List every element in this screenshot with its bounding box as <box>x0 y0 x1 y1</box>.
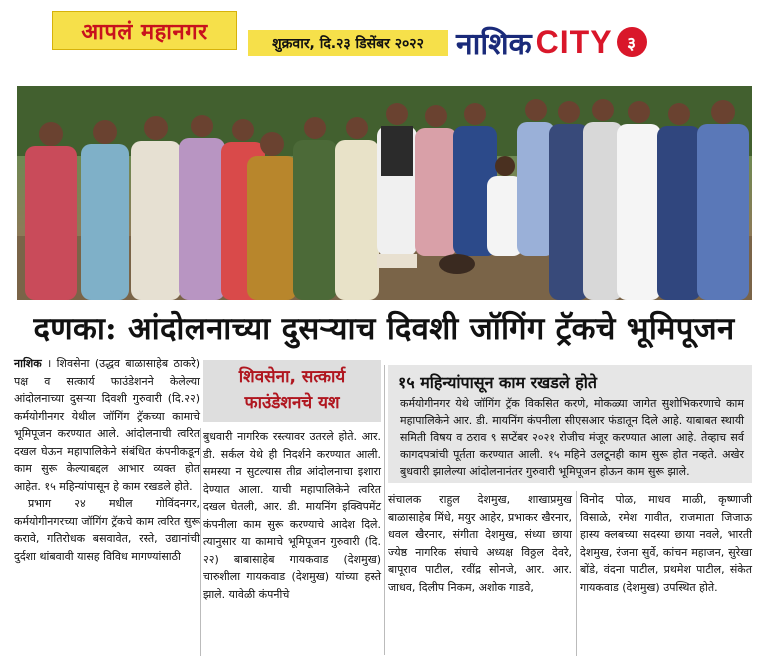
newspaper-logo: आपलं महानगर <box>52 11 237 50</box>
box-heading: १५ महिन्यांपासून काम रखडले होते <box>398 373 598 392</box>
highlight-box <box>388 365 752 483</box>
article-column-1 <box>14 355 200 655</box>
page-number-badge: ३ <box>617 27 647 57</box>
column-divider <box>576 491 577 656</box>
group-photo-illustration <box>17 86 752 300</box>
dateline-place: नाशिक <box>14 357 42 370</box>
soil-mound <box>439 254 475 274</box>
news-photo <box>17 86 752 300</box>
article-column-4: विनोद पोळ, माधव माळी, कृष्णाजी विसाळे, रमेश गावीत, राजमाता जिजाऊ हास्य क्लबच्या सदस्या छाया नवले, भारती देशमुख, रंजना सुर्वे, कांचन महाजन, सुरेखा बोंडे, वंदना पाटील, प्रथमेश पाटील, संकेत गायकवाड (देशमुख) उपस्थित होते. <box>580 493 752 594</box>
col1-paragraph-2: प्रभाग २४ मधील गोविंदनगर, कर्मयोगीनगरच्या जॉगिंग ट्रॅकचे काम त्वरित सुरू करावे, गतिरोधक बसवावेत, रस्ते, उद्यानांची दुर्दशा थांबवावी यासह विविध मागण्यांसाठी <box>14 497 200 563</box>
column-divider <box>200 428 201 656</box>
section-label: CITY <box>535 23 613 60</box>
col1-paragraph-1: । शिवसेना (उद्धव बाळासाहेब ठाकरे) पक्ष व सत्कार्य फाउंडेशनने केलेल्या आंदोलनाच्या दुसऱ्या दिवशी गुरुवारी (दि.२२) कर्मयोगीनगर येथील जॉगिंग ट्रॅकच्या कामाचे भूमिपूजन करण्यात आले. आंदोलनाची त्वरित दखल घेऊन महापालिकेने संबंधित कंपनीकडून काम सुरू केल्याबद्दल आभार व्यक्त होत आहेत. १५ महिन्यांपासून हे काम रखडले होते. <box>14 357 200 493</box>
headline: दणका: आंदोलनाच्या दुसऱ्याच दिवशी जॉगिंग ट्रॅकचे भूमिपूजन <box>33 311 735 347</box>
article-column-2: बुधवारी नागरिक रस्त्यावर उतरले होते. आर. डी. सर्कल येथे ही निदर्शने करण्यात आली. समस्या न सुटल्यास तीव्र आंदोलनाचा इशारा देण्यात आला. याची महापालिकेने त्वरित दखल घेतली, आर. डी. मायनिंग इक्विपमेंट कंपनीला काम सुरू करण्याचे आदेश दिले. त्यानुसार या कामाचे भूमिपूजन गुरुवारी (दि. २२) बाबासाहेब गायकवाड (देशमुख) चारुशीला गायकवाड (देशमुख) यांच्या हस्ते झाले. यावेळी कंपनीचे <box>203 430 381 601</box>
puja-tray <box>377 254 417 268</box>
dateline: शुक्रवार, दि.२३ डिसेंबर २०२२ <box>248 30 448 56</box>
section-city-name: नाशिक <box>456 26 532 62</box>
subheading: शिवसेना, सत्कार्य फाउंडेशनचे यश <box>203 360 381 422</box>
article-column-3: संचालक राहुल देशमुख, शाखाप्रमुख बाळासाहेब मिंधे, मयुर आहेर, प्रभाकर खैरनार, धवल खैरनार, संगीता देशमुख, संध्या छाया ज्येष्ठ नागरिक संघाचे अध्यक्ष विठ्ठल देवरे, बापूराव पाटील, रवींद्र सोनजे, आर. आर. जाधव, दिलीप निकम, अशोक गाडवे, <box>388 493 572 594</box>
column-divider <box>384 365 385 655</box>
box-text: कर्मयोगीनगर येथे जॉगिंग ट्रॅक विकसित करणे, मोकळ्या जागेत सुशोभिकरणाचे काम महापालिकेने आर. डी. मायनिंग कंपनीला सीएसआर फंडातून दिले आहे. याबाबत स्थायी समिती विषय व ठराव ९ सप्टेंबर २०२१ रोजीच मंजूर करण्यात आला आहे. तेव्हाच सर्व कागदपत्रांची पूर्तता करण्यात आली. १५ महिने उलटूनही काम सुरू होत नव्हते. अखेर बुधवारी झालेल्या आंदोलनानंतर गुरुवारी भूमिपूजन होऊन काम सुरू झाले. <box>400 397 744 478</box>
section-banner <box>456 22 712 62</box>
